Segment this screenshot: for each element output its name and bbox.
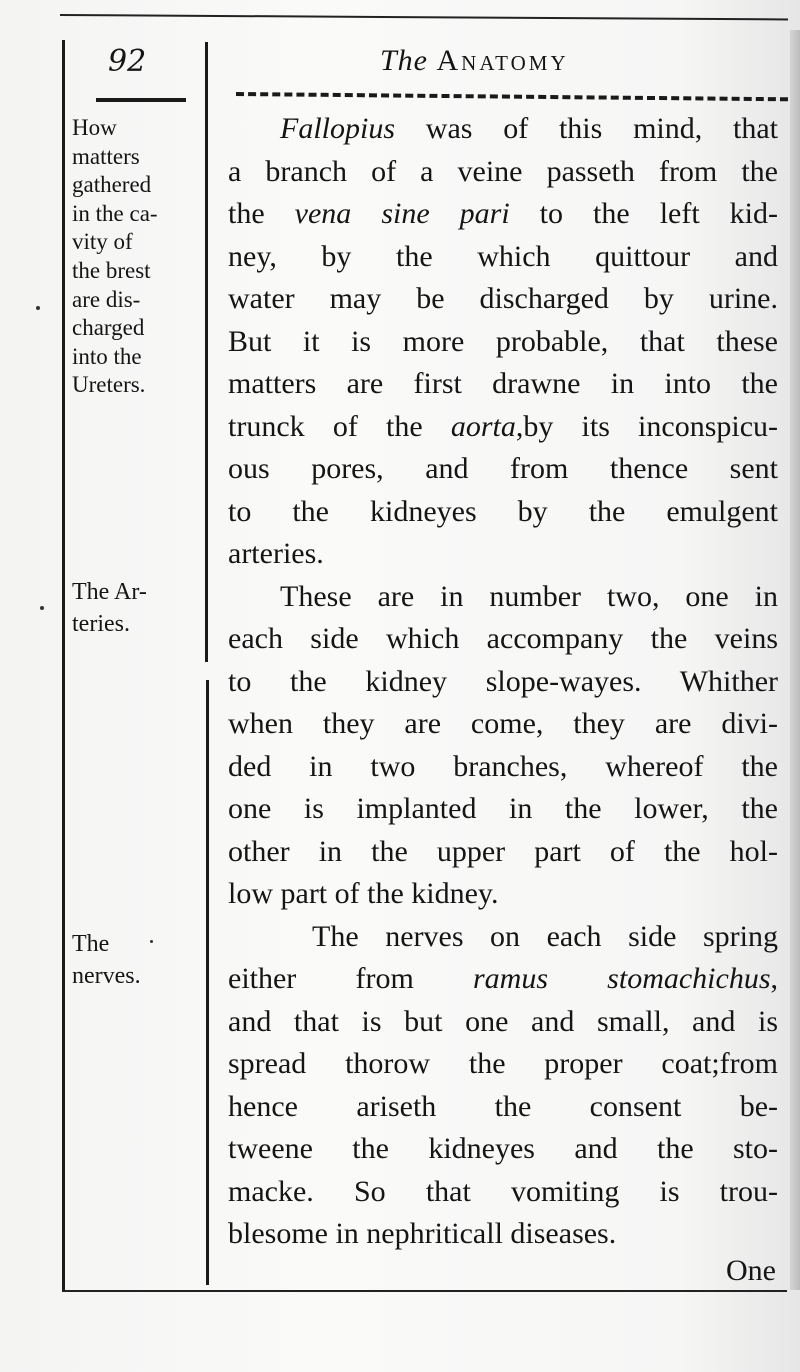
italic-word: aorta: [450, 409, 516, 443]
body-line: other in the upper part of the hol-: [228, 834, 778, 868]
ink-speck: [36, 306, 40, 310]
body-text-span: the: [228, 197, 295, 230]
body-line: The nerves on each side spring: [312, 919, 778, 953]
body-line: a branch of a veine passeth from the: [228, 154, 778, 188]
italic-word: ramus stomachichus: [472, 962, 771, 995]
margin-note-line: How: [72, 115, 117, 140]
body-text: [228, 108, 778, 1256]
italic-word: vena sine pari: [294, 197, 510, 230]
body-line: But it is more probable, that these: [228, 324, 778, 358]
margin-note-line: the brest: [72, 257, 151, 283]
margin-note-line: into the: [72, 343, 142, 369]
inner-margin-rule-lower: [206, 680, 209, 1285]
catchword: One: [726, 1254, 776, 1287]
running-head: [380, 44, 569, 78]
bottom-border-rule: [62, 1290, 787, 1292]
body-text-span: either from: [228, 962, 473, 995]
body-line: macke. So that vomiting is trou-: [228, 1174, 778, 1208]
margin-note-line: nerves.: [72, 963, 141, 989]
margin-note-line: gathered: [72, 172, 152, 198]
margin-note-line: charged: [72, 315, 145, 341]
page-number: 92: [108, 44, 147, 79]
body-text-span: was of this mind, that: [395, 112, 778, 145]
margin-note-line: teries.: [72, 611, 130, 637]
header-rule-right: [236, 92, 788, 101]
body-line: matters are first drawne in into the: [228, 367, 778, 400]
margin-note-ureters: [72, 114, 158, 400]
margin-note-line: are dis-: [72, 286, 141, 312]
body-line: [228, 406, 778, 449]
body-text-span: trunck of the: [228, 409, 451, 443]
body-text-span: ,by its inconspicu-: [515, 409, 779, 443]
ink-speck: [150, 940, 153, 943]
body-text-span: ,: [770, 962, 778, 995]
body-line: ney, by the which quittour and: [228, 239, 778, 273]
body-line: arteries.: [228, 537, 324, 570]
margin-note-line: Ureters.: [72, 372, 146, 398]
margin-note-line: The Ar-: [72, 579, 147, 605]
body-line: [228, 193, 778, 236]
ink-speck: [40, 606, 44, 610]
body-line: blesome in nephriticall diseases.: [228, 1217, 617, 1250]
body-line: low part of the kidney.: [228, 877, 499, 910]
margin-note-line: vity of: [72, 229, 133, 255]
body-line: when they are come, they are divi-: [228, 707, 778, 740]
body-text-span: to the left kid-: [509, 197, 779, 230]
outer-margin-rule: [62, 40, 65, 1290]
margin-note-nerves: [72, 928, 141, 992]
italic-word: Fallopius: [280, 112, 396, 145]
body-line: [228, 958, 778, 1001]
body-line: to the kidney slope-wayes. Whither: [228, 664, 778, 698]
page-edge-shadow: [790, 30, 800, 1290]
body-line: and that is but one and small, and is: [228, 1004, 778, 1038]
running-head-italic: The: [380, 44, 428, 77]
body-line: one is implanted in the lower, the: [228, 792, 778, 825]
body-line: ded in two branches, whereof the: [228, 749, 778, 783]
body-line: hence ariseth the consent be-: [228, 1089, 778, 1123]
body-line: ous pores, and from thence sent: [228, 452, 778, 485]
margin-note-line: matters: [72, 143, 140, 169]
margin-note-line: The: [72, 931, 110, 957]
inner-margin-rule-upper: [205, 42, 208, 662]
body-line: water may be discharged by urine.: [228, 282, 778, 315]
running-head-caps: Anatomy: [436, 44, 569, 77]
margin-note-arteries: [72, 576, 147, 640]
top-border-rule: [60, 14, 788, 20]
body-line: each side which accompany the veins: [228, 622, 778, 655]
header-rule-left: [96, 98, 186, 102]
body-line: spread thorow the proper coat;from: [228, 1047, 778, 1080]
body-line: [228, 108, 778, 151]
body-line: to the kidneyes by the emulgent: [228, 494, 778, 528]
body-line: tweene the kidneyes and the sto-: [228, 1132, 778, 1165]
body-line: These are in number two, one in: [280, 579, 778, 613]
margin-note-line: in the ca-: [72, 200, 158, 226]
